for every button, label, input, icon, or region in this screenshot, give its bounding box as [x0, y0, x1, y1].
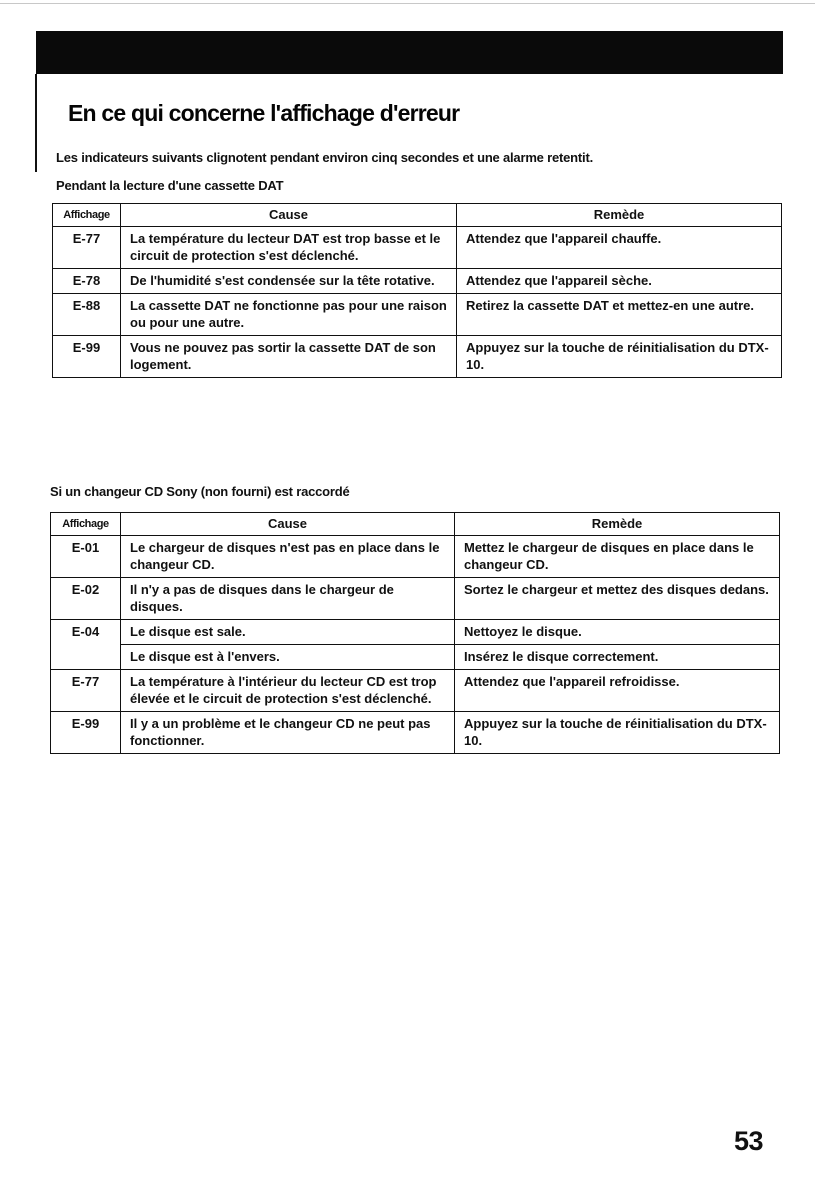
cd-section-heading: Si un changeur CD Sony (non fourni) est raccordé	[50, 484, 350, 499]
page-number: 53	[734, 1126, 764, 1156]
error-remedy: Nettoyez le disque.	[455, 620, 780, 645]
dat-section-heading: Pendant la lecture d'une cassette DAT	[56, 178, 284, 193]
error-cause: La température du lecteur DAT est trop basse et le circuit de protection s'est déclenché.	[121, 227, 457, 269]
error-cause: Le chargeur de disques n'est pas en place dans le changeur CD.	[121, 536, 455, 578]
error-code: E-01	[51, 536, 121, 578]
error-code: E-99	[53, 336, 121, 378]
header-remede: Remède	[457, 204, 782, 227]
error-cause: Le disque est à l'envers.	[121, 645, 455, 670]
dat-error-table	[52, 203, 782, 378]
error-code: E-77	[53, 227, 121, 269]
header-cause: Cause	[121, 204, 457, 227]
error-cause: Il y a un problème et le changeur CD ne peut pas fonctionner.	[121, 712, 455, 754]
error-cause: La température à l'intérieur du lecteur CD est trop élevée et le circuit de protection s'est déclenché.	[121, 670, 455, 712]
top-rule	[0, 3, 815, 4]
error-remedy: Mettez le chargeur de disques en place dans le changeur CD.	[455, 536, 780, 578]
intro-text: Les indicateurs suivants clignotent pendant environ cinq secondes et une alarme retentit.	[56, 150, 593, 165]
error-remedy: Attendez que l'appareil refroidisse.	[455, 670, 780, 712]
table-header-row	[53, 204, 782, 227]
header-affichage: Affichage	[51, 513, 121, 536]
error-cause: Il n'y a pas de disques dans le chargeur de disques.	[121, 578, 455, 620]
cd-error-table	[50, 512, 780, 754]
table-row	[51, 670, 780, 712]
table-row	[51, 712, 780, 754]
error-code: E-78	[53, 269, 121, 294]
header-cause: Cause	[121, 513, 455, 536]
error-code: E-04	[51, 620, 121, 670]
table-row	[53, 269, 782, 294]
error-cause: La cassette DAT ne fonctionne pas pour une raison ou pour une autre.	[121, 294, 457, 336]
error-remedy: Attendez que l'appareil sèche.	[457, 269, 782, 294]
table-row	[53, 294, 782, 336]
table-row	[51, 536, 780, 578]
error-cause: Vous ne pouvez pas sortir la cassette DAT de son logement.	[121, 336, 457, 378]
error-cause: Le disque est sale.	[121, 620, 455, 645]
error-code: E-88	[53, 294, 121, 336]
page-title: En ce qui concerne l'affichage d'erreur	[68, 100, 460, 126]
table-row	[51, 645, 780, 670]
table-row	[51, 578, 780, 620]
error-remedy: Attendez que l'appareil chauffe.	[457, 227, 782, 269]
header-affichage: Affichage	[53, 204, 121, 227]
error-code: E-02	[51, 578, 121, 620]
error-remedy: Appuyez sur la touche de réinitialisation du DTX-10.	[455, 712, 780, 754]
error-cause: De l'humidité s'est condensée sur la tête rotative.	[121, 269, 457, 294]
table-header-row	[51, 513, 780, 536]
error-code: E-77	[51, 670, 121, 712]
error-remedy: Retirez la cassette DAT et mettez-en une autre.	[457, 294, 782, 336]
header-remede: Remède	[455, 513, 780, 536]
error-remedy: Sortez le chargeur et mettez des disques dedans.	[455, 578, 780, 620]
error-code: E-99	[51, 712, 121, 754]
table-row	[51, 620, 780, 645]
table-row	[53, 336, 782, 378]
error-remedy: Insérez le disque correctement.	[455, 645, 780, 670]
header-bar	[36, 31, 783, 74]
table-row	[53, 227, 782, 269]
error-remedy: Appuyez sur la touche de réinitialisation du DTX-10.	[457, 336, 782, 378]
left-rule	[35, 74, 37, 172]
